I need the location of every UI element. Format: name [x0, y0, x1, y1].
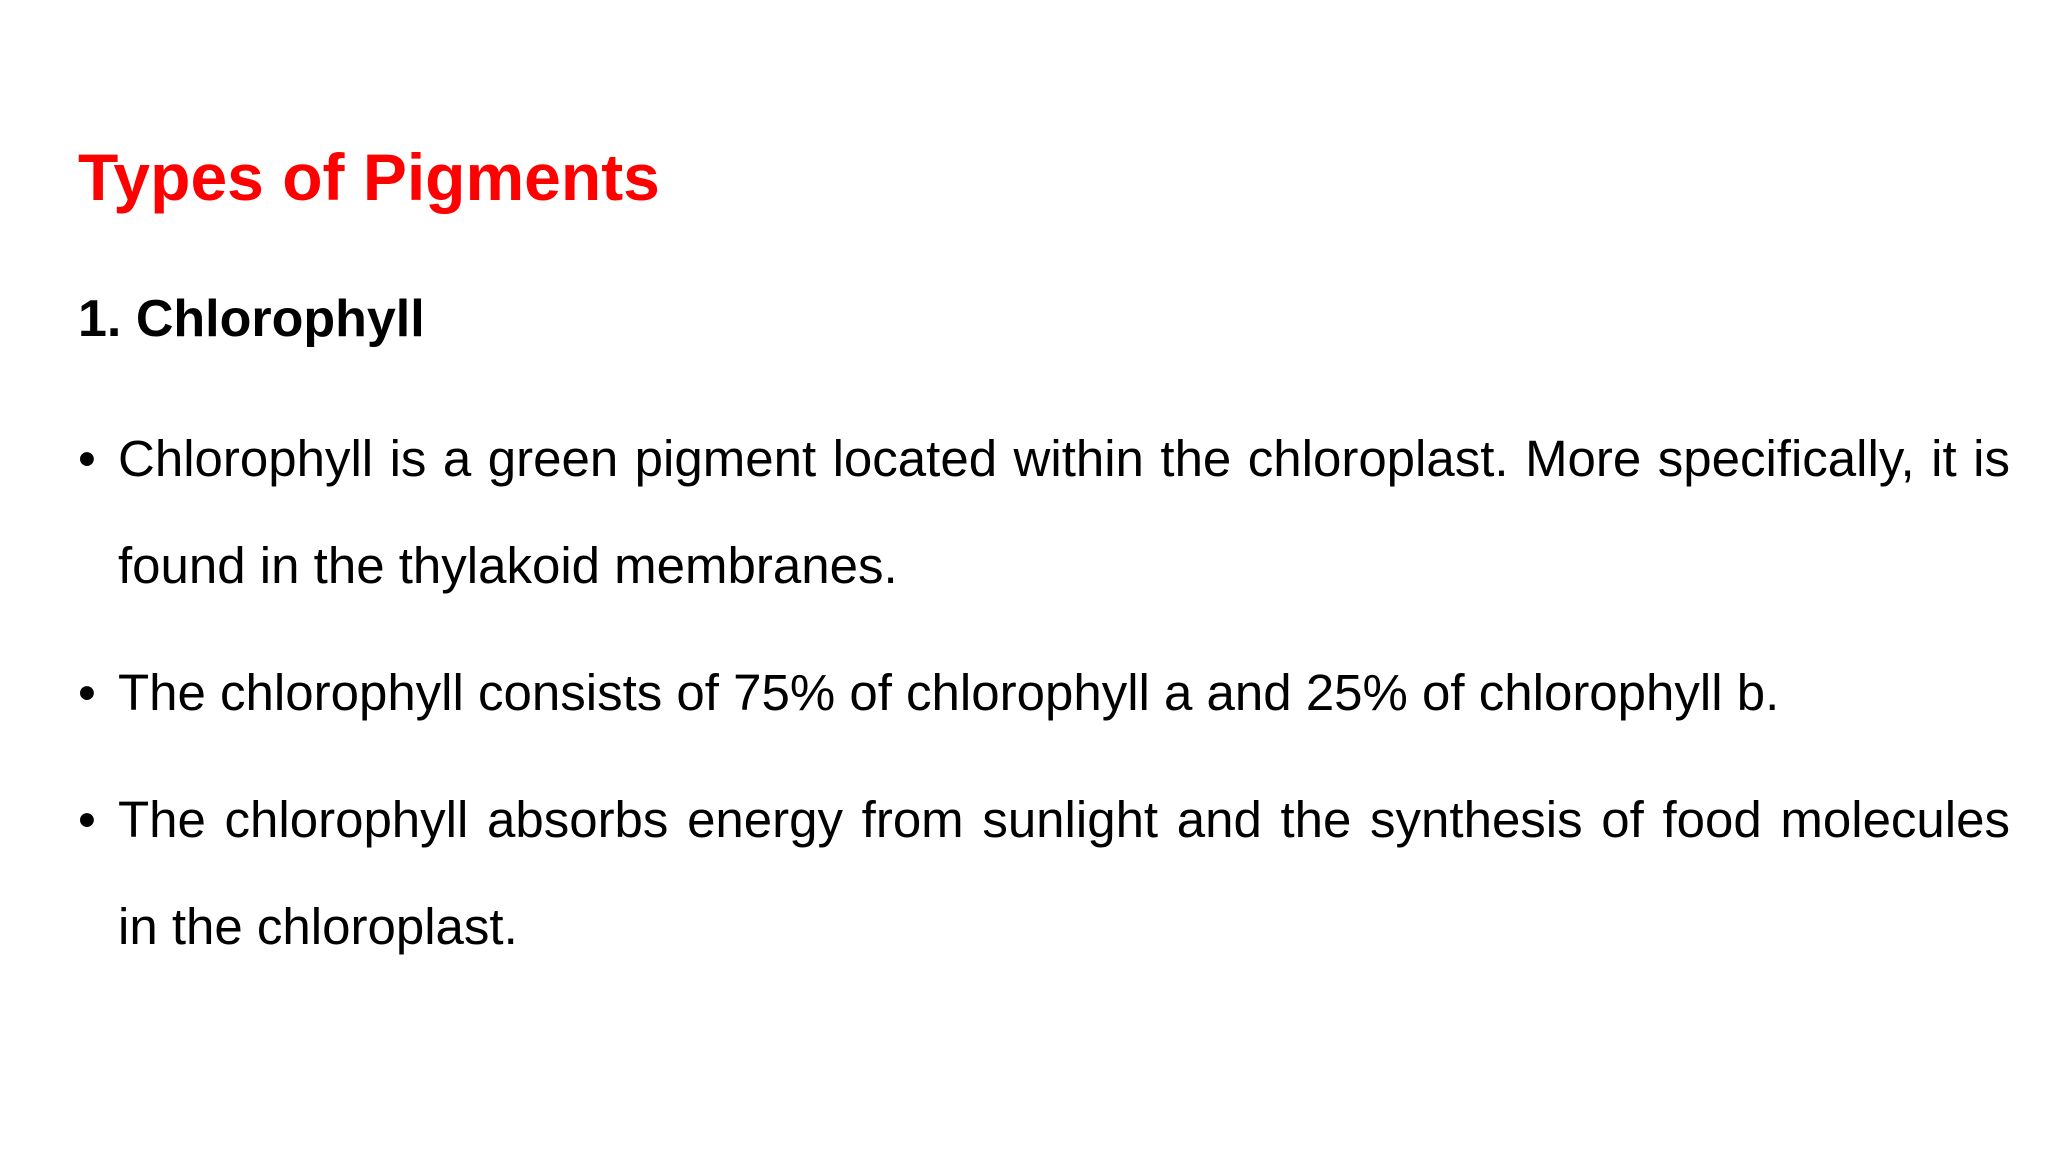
bullet-list [78, 405, 2010, 1000]
bullet-text: Chlorophyll is a green pigment located within the chloroplast. More specifically, it is found in the thylakoid membranes. [118, 430, 2010, 594]
bullet-item [78, 639, 2010, 746]
bullet-item [78, 405, 2010, 619]
bullet-item [78, 766, 2010, 980]
bullet-text: The chlorophyll absorbs energy from sunlight and the synthesis of food molecules in the chloroplast. [118, 791, 2010, 955]
bullet-text: The chlorophyll consists of 75% of chlorophyll a and 25% of chlorophyll b. [118, 664, 1780, 721]
bullet-icon: • [78, 664, 96, 721]
slide-title: Types of Pigments [78, 140, 660, 214]
bullet-icon: • [78, 791, 96, 848]
bullet-icon: • [78, 430, 96, 487]
section-heading: 1. Chlorophyll [78, 290, 425, 348]
